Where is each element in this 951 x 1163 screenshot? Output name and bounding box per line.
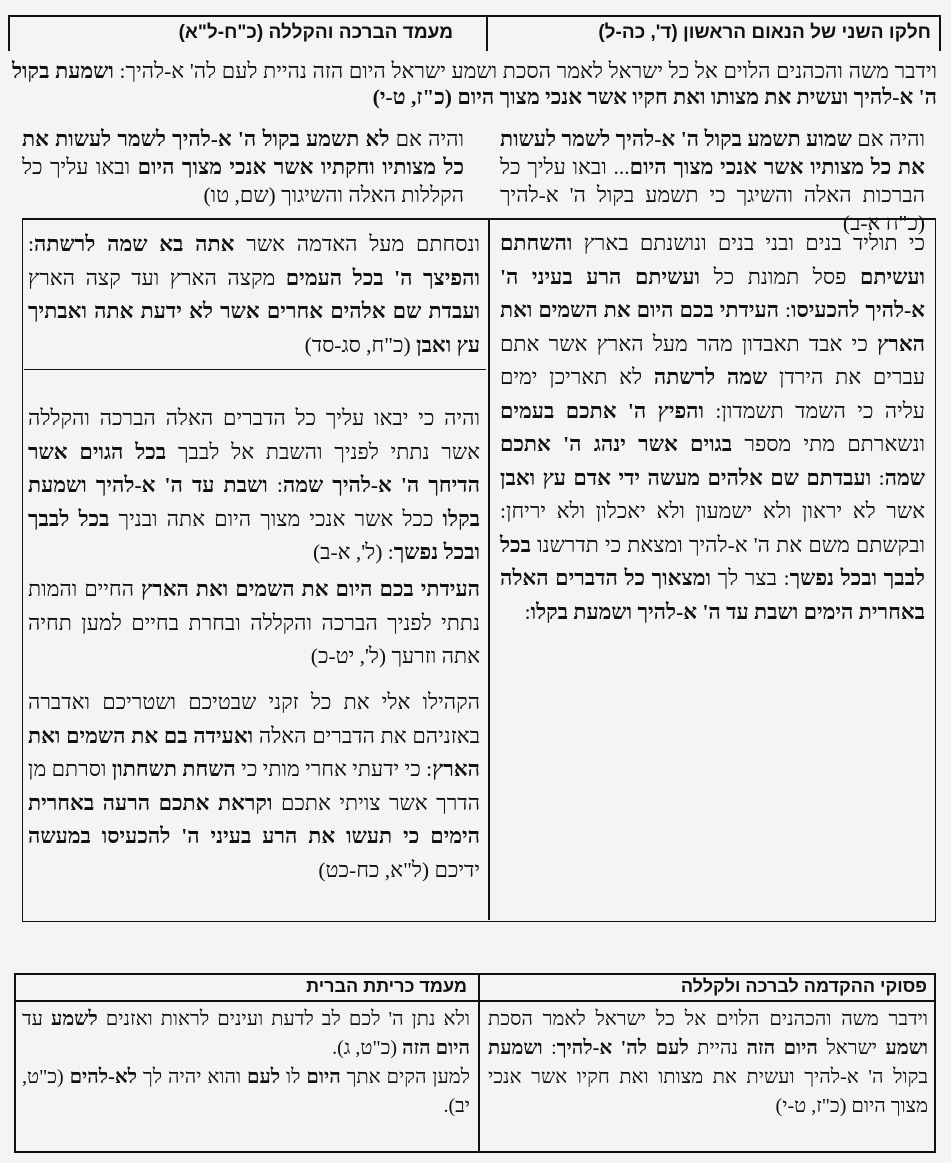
main-left-paragraph-1	[28, 228, 480, 362]
verse-segment: עד	[22, 1008, 51, 1030]
verse-segment: וידבר משה והכהנים הלוים אל כל ישראל לאמר הסכת ושמע ישראל היום הזה נהיית לעם לה' א-להיך:	[113, 59, 937, 83]
bottom-right-body	[488, 1005, 928, 1121]
bold-verse-segment: היום הזה	[402, 1037, 470, 1059]
bold-verse-segment: והפיצך ה' בכל העמים	[285, 265, 480, 290]
main-left-paragraph-3	[28, 573, 480, 674]
verse-segment: : בצר לך	[711, 566, 790, 590]
bold-verse-segment: לשמע	[51, 1008, 98, 1030]
bold-verse-segment: לא תשמע בקול ה' א-להיך לשמר לעשות את כל מצותיו וחקתיו אשר אנכי מצוך היום	[22, 127, 464, 179]
bold-verse-segment: ושמעת	[488, 1037, 543, 1059]
verse-segment: ונשארתם מתי מספר	[732, 432, 925, 456]
bold-verse-segment: שמוע תשמע בקול ה' א-להיך לשמר לעשות את כל מצותיו אשר אנכי מצוך היום	[500, 127, 925, 179]
verse-segment: (כ"ט, יב).	[22, 1066, 470, 1117]
bold-verse-segment: לא-להים	[69, 1066, 138, 1088]
verse-segment: ובאו עליך כל הקללות האלה והשיגוך (שם, טו)	[22, 155, 464, 207]
bold-verse-segment: בגוים אשר ינהג ה' אתכם שמה	[500, 432, 925, 490]
verse-segment: החיים והמות נתתי לפניך הברכה והקללה ובחרת בחיים למען תחיה אתה וזרעך (ל', יט-כ)	[28, 577, 480, 668]
bold-verse-segment: ומצאוך כל הדברים האלה באחרית הימים ושבת עד ה' א-להיך ושמעת בקלו	[500, 566, 925, 624]
bold-verse-segment: ועבדת שם אלהים אחרים אשר לא ידעת אתה ואבתיך עץ ואבן	[28, 299, 480, 357]
verse-segment: וידבר משה והכהנים הלוים אל כל ישראל לאמר הסכת	[488, 1008, 928, 1030]
bold-verse-segment: ושבת עד ה' א-להיך ושמעת בקלו	[28, 473, 480, 531]
verse-segment: והיה אם	[389, 127, 464, 151]
bold-verse-segment: היום	[306, 1066, 341, 1088]
verse-segment: : כי ידעתי אחרי מותי כי	[235, 757, 433, 781]
verse-segment: :	[267, 473, 283, 497]
bold-verse-segment: בכל לבבך ובכל נפשך	[28, 506, 480, 564]
verse-segment: והיה כי יבאו עליך כל הדברים האלה הברכה והקללה אשר נתתי לפניך והשבת אל לבבך	[28, 406, 480, 464]
main-right-paragraph	[500, 227, 925, 629]
verse-segment: ולא נתן ה' לכם לב לדעת ועינים לראות ואזנים	[97, 1008, 470, 1030]
top-header-box	[8, 15, 941, 51]
bold-verse-segment: והפיץ ה' אתכם בעמים	[500, 398, 705, 423]
verse-segment: : (ל', א-ב)	[312, 540, 394, 564]
verse-segment: הקהילו אלי את כל זקני שבטיכם ושטריכם ואדברה באזניהם את הדברים האלה	[28, 690, 480, 748]
bottom-right-title: פסוקי ההקדמה לברכה ולקללה	[680, 976, 927, 996]
bold-verse-segment: וקראת אתכם הרעה באחרית הימים כי תעשו את הרע בעיני ה' להכעיסו במעשה	[28, 790, 480, 848]
verse-segment: :	[542, 1037, 557, 1059]
bottom-left-body-2	[22, 1063, 470, 1121]
verse-segment: לו	[280, 1066, 307, 1088]
bold-verse-segment: לעם	[247, 1066, 281, 1088]
header-left-title: מעמד הברכה והקללה (כ"ח-ל"א)	[178, 22, 453, 43]
bold-verse-segment: בכל הגוים אשר הדיחך ה' א-להיך שמה	[28, 439, 480, 497]
verse-segment: כי תוליד בנים ובני בנים ונושנתם בארץ	[572, 231, 925, 255]
verse-segment: ... ובאו עליך כל הברכות האלה והשיגך כי תשמע בקול ה' א-להיך (כ"ח א-ב)	[500, 155, 925, 235]
bottom-left-body-1	[22, 1005, 470, 1063]
bold-verse-segment: אתה בא שמה לרשתה	[33, 232, 235, 256]
bold-verse-segment: העידתי בכם היום את השמים ואת הארץ	[500, 298, 925, 356]
verse-segment: והיה אם	[851, 127, 925, 151]
verse-segment: מקצה הארץ ועד קצה הארץ	[28, 265, 286, 290]
verse-segment: למען הקים אתך	[340, 1066, 471, 1088]
verse-segment: :	[524, 599, 531, 624]
bold-verse-segment: לעם לה' א-להיך	[556, 1037, 689, 1059]
bold-verse-segment: היום הזה	[746, 1037, 818, 1059]
curse-paragraph	[22, 125, 464, 209]
verse-segment: :	[28, 232, 34, 256]
bold-verse-segment: והשחתם ועשיתם	[500, 231, 925, 289]
verse-segment: :	[871, 465, 885, 490]
verse-segment: ונסחתם מעל האדמה אשר	[234, 232, 480, 256]
bold-verse-segment: ועשיתם הרע בעיני ה' א-להיך להכעיסו	[500, 264, 925, 322]
main-left-paragraph-2	[28, 402, 480, 570]
verse-segment: ככל אשר אנכי מצוך היום אתה ובניך	[109, 506, 443, 531]
bold-verse-segment: העידתי בכם היום את השמים ואת הארץ	[140, 577, 480, 601]
bottom-left-title: מעמד כריתת הברית	[306, 976, 467, 996]
main-left-paragraph-4	[28, 686, 480, 887]
bold-verse-segment: בכל לבבך ובכל נפשך	[500, 532, 925, 590]
verse-segment: אשר לא יראון ולא ישמעון ולא יאכלון ולא יריחן: ובקשתם משם את ה' א-להיך ומצאת כי תדרשנו	[500, 499, 925, 557]
verse-segment: פסל תמונת כל	[700, 264, 860, 289]
verse-segment: כי אבד תאבדון מהר מעל הארץ אשר אתם עברים את הירדן	[500, 331, 926, 389]
verse-segment: נהיית	[688, 1037, 747, 1059]
bold-verse-segment: ושמעת בקול ה' א-להיך ועשית את מצותו ואת חקיו אשר אנכי מצוך היום (כ"ז, ט-י)	[12, 59, 937, 109]
bold-verse-segment: ושמע	[885, 1037, 928, 1059]
bold-verse-segment: שמה לרשתה	[653, 365, 768, 389]
verse-segment: (כ"ח, סג-סד)	[304, 332, 417, 357]
intro-paragraph	[12, 58, 937, 110]
bold-verse-segment: השחת תשחתון	[111, 757, 236, 781]
bold-verse-segment: ועבדתם שם אלהים מעשה ידי אדם עץ ואבן	[500, 465, 872, 490]
verse-segment: ידיכם (ל"א, כח-כט)	[318, 857, 480, 882]
verse-segment: בקול ה' א-להיך ועשית את מצותו ואת חקיו אשר אנכי מצוך היום (כ"ז, ט-י)	[488, 1066, 928, 1117]
bold-verse-segment: ואעידה בם את השמים ואת הארץ	[28, 723, 481, 781]
verse-segment: לא תאריכן ימים עליה כי השמד תשמדון:	[500, 365, 925, 423]
header-right-title: חלקו השני של הנאום הראשון (ד', כה-ל)	[598, 22, 931, 43]
verse-segment: והוא יהיה לך	[137, 1066, 247, 1088]
verse-segment: ישראל	[817, 1037, 886, 1059]
verse-segment: :	[779, 298, 791, 322]
verse-segment: וסרתם מן הדרך אשר צויתי אתכם	[28, 757, 480, 815]
verse-segment: (כ"ט, ג).	[332, 1037, 403, 1059]
